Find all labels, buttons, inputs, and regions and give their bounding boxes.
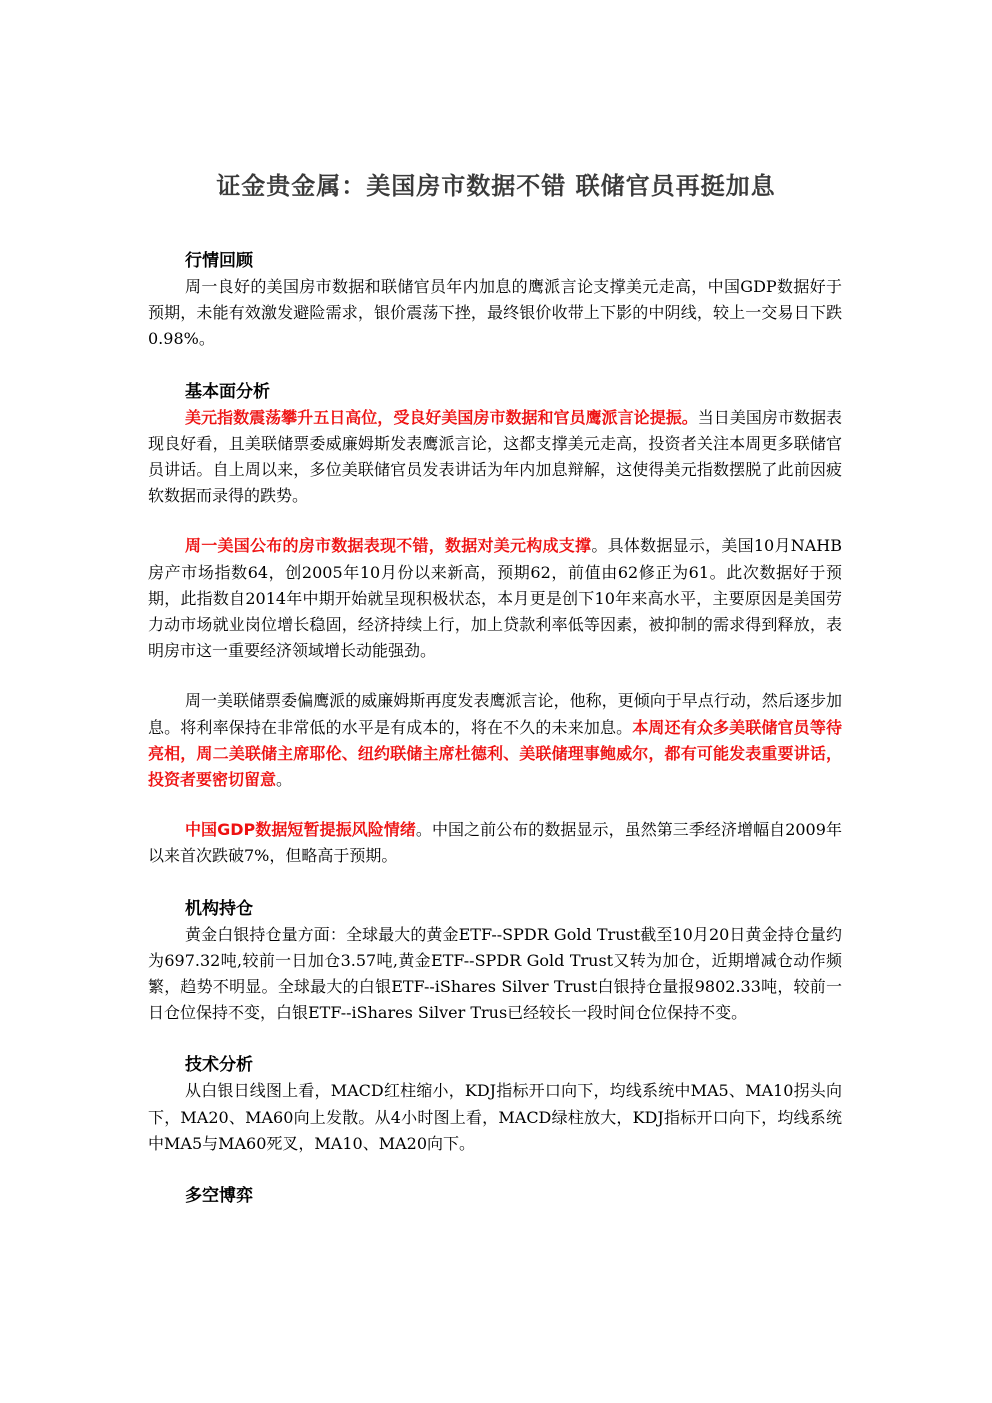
section-fundamental	[148, 379, 842, 870]
highlight-text: 美元指数震荡攀升五日高位，受良好美国房市数据和官员鹰派言论提振。	[185, 407, 698, 427]
highlight-text: 周一美国公布的房市数据表现不错，数据对美元构成支撑	[185, 536, 592, 556]
page-title: 证金贵金属：美国房市数据不错 联储官员再挺加息	[216, 172, 776, 201]
section-heading-review: 行情回顾	[185, 251, 253, 271]
body-text: 。中国之前公布的数据显示，虽然第三季经济增幅自2009年以来首次跌破7%，但略高于预期。	[148, 820, 842, 866]
section-review	[148, 248, 842, 353]
body-text: 周一美联储票委偏鹰派的威廉姆斯再度发表鹰派言论，他称，更倾向于早点行动，然后逐步加息。将利率保持在非常低的水平是有成本的，将在不久的未来加息。	[148, 691, 842, 737]
document-body	[148, 248, 842, 1209]
section-battle	[148, 1183, 842, 1209]
review-paragraph: 周一良好的美国房市数据和联储官员年内加息的鹰派言论支撑美元走高，中国GDP数据好于预期，未能有效激发避险需求，银价震荡下挫，最终银价收带上下影的中阴线，较上一交易日下跌0.98%。	[148, 277, 842, 349]
highlight-text: 中国GDP数据短暂提振风险情绪	[185, 820, 416, 840]
fundamental-paragraph-2	[148, 533, 842, 664]
section-positions	[148, 896, 842, 1027]
fundamental-paragraph-3	[148, 688, 842, 793]
section-heading-battle: 多空博弈	[185, 1186, 253, 1207]
section-heading-fundamental: 基本面分析	[185, 381, 270, 402]
technical-paragraph: 从白银日线图上看，MACD红柱缩小，KDJ指标开口向下，均线系统中MA5、MA10拐头向下，MA20、MA60向上发散。从4小时图上看，MACD绿柱放大，KDJ指标开口向下，均线系统中MA5与MA60死叉，MA10、MA20向下。	[148, 1081, 842, 1153]
positions-paragraph: 黄金白银持仓量方面：全球最大的黄金ETF--SPDR Gold Trust截至10月20日黄金持仓量约为697.32吨,较前一日加仓3.57吨,黄金ETF--SPDR Gold Trust又转为加仓，近期增减仓动作频繁，趋势不明显。全球最大的白银ETF--iShares Silver Trust白银持仓量报9802.33吨，较前一日仓位保持不变，白银ETF--iShares Silver Trus已经较长一段时间仓位保持不变。	[148, 924, 842, 1023]
body-text: 当日美国房市数据表现良好看，且美联储票委威廉姆斯发表鹰派言论，这都支撑美元走高，投资者关注本周更多联储官员讲话。自上周以来，多位美联储官员发表讲话为年内加息辩解，这使得美元指数摆脱了此前因疲软数据而录得的跌势。	[148, 407, 842, 506]
fundamental-paragraph-1	[148, 405, 842, 510]
body-text: 。具体数据显示，美国10月NAHB房产市场指数64，创2005年10月份以来新高，预期62，前值由62修正为61。此次数据好于预期，此指数自2014年中期开始就呈现积极状态，本月更是创下10年来高水平，主要原因是美国劳力动市场就业岗位增长稳固，经济持续上行，加上贷款利率低等因素，被抑制的需求得到释放，表明房市这一重要经济领域增长动能强劲。	[148, 536, 842, 661]
section-heading-technical: 技术分析	[185, 1055, 253, 1076]
section-technical	[148, 1052, 842, 1157]
fundamental-paragraph-4	[148, 817, 842, 869]
highlight-text: 本周还有众多美联储官员等待亮相，周二美联储主席耶伦、纽约联储主席杜德利、美联储理事鲍威尔，都有可能发表重要讲话，投资者要密切留意	[148, 717, 842, 790]
section-heading-positions: 机构持仓	[185, 898, 253, 919]
body-text: 。	[276, 770, 293, 790]
